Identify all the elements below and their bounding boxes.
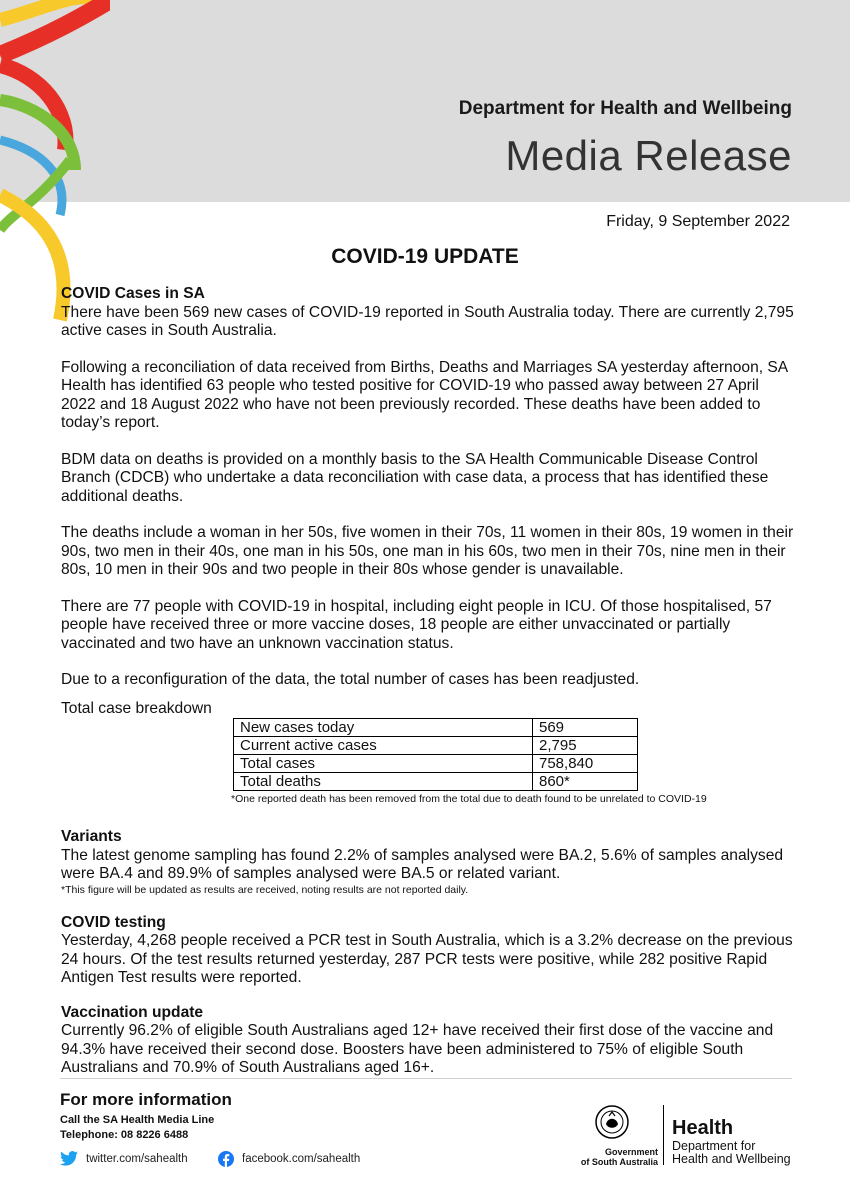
telephone-text: Telephone: 08 8226 6488 bbox=[60, 1129, 189, 1141]
media-release-title: Media Release bbox=[505, 132, 792, 179]
vaccination-text: Currently 96.2% of eligible South Australians aged 12+ have received their first dose of the vaccine and 94.3% have received their second dose. Boosters have been administered to 75% of eligible South Australians and 70.9% of South Australians aged 16+. bbox=[61, 1022, 774, 1076]
paragraph: BDM data on deaths is provided on a monthly basis to the SA Health Communicable Disease Control Branch (CDCB) who undertake a data reconciliation with case data, a process that has identified these additional deaths. bbox=[61, 450, 769, 505]
twitter-icon bbox=[60, 1151, 78, 1166]
gov-line2: of South Australia bbox=[580, 1157, 658, 1167]
footer-logo-divider bbox=[663, 1105, 664, 1165]
gov-line1: Government bbox=[604, 1147, 658, 1157]
facebook-icon bbox=[218, 1151, 234, 1167]
facebook-link[interactable] bbox=[218, 1151, 360, 1167]
table-cell-value: 860* bbox=[533, 773, 638, 791]
media-line-text: Call the SA Health Media Line bbox=[60, 1114, 215, 1126]
facebook-handle: facebook.com/sahealth bbox=[242, 1153, 361, 1165]
health-logo-subtitle bbox=[672, 1140, 791, 1166]
table-row bbox=[234, 773, 638, 791]
twitter-handle: twitter.com/sahealth bbox=[86, 1152, 188, 1165]
testing-heading: COVID testing bbox=[61, 913, 166, 931]
paragraph: Due to a reconfiguration of the data, the total number of cases has been readjusted. bbox=[61, 671, 640, 688]
paragraph: There are 77 people with COVID-19 in hospital, including eight people in ICU. Of those hospitalised, 57 people have received three or more vaccine doses, 18 people are either unvaccinated or partially vaccinated and two have an unknown vaccination status. bbox=[61, 597, 772, 652]
dna-ribbon-graphic bbox=[0, 0, 110, 330]
case-breakdown-table bbox=[233, 718, 638, 791]
release-date: Friday, 9 September 2022 bbox=[606, 213, 790, 230]
sa-government-crest-icon bbox=[594, 1102, 630, 1142]
variants-footnote: *This figure will be updated as results are received, noting results are not reported daily. bbox=[61, 883, 469, 896]
page-title: COVID-19 UPDATE bbox=[331, 245, 519, 268]
breakdown-label: Total case breakdown bbox=[61, 699, 212, 717]
footer-divider bbox=[60, 1078, 792, 1079]
cases-heading: COVID Cases in SA bbox=[61, 285, 205, 302]
table-row bbox=[234, 737, 638, 755]
table-cell-value: 758,840 bbox=[533, 755, 638, 773]
more-info-heading: For more information bbox=[60, 1090, 232, 1109]
testing-text: Yesterday, 4,268 people received a PCR test in South Australia, which is a 3.2% decrease on the previous 24 hours. Of the test results returned yesterday, 287 PCR tests were positive, while 282 positive Rapid Antigen Test results were reported. bbox=[61, 932, 793, 986]
release-body bbox=[61, 285, 796, 1078]
table-cell-value: 2,795 bbox=[533, 737, 638, 755]
table-row bbox=[234, 719, 638, 737]
health-sub-line2: Health and Wellbeing bbox=[672, 1152, 791, 1166]
table-cell-value: 569 bbox=[533, 719, 638, 737]
vaccination-heading: Vaccination update bbox=[61, 1003, 204, 1021]
table-footnote: *One reported death has been removed from the total due to death found to be unrelated to COVID-19 bbox=[231, 793, 707, 805]
health-sub-line1: Department for bbox=[672, 1139, 756, 1153]
government-label bbox=[572, 1147, 658, 1167]
table-cell-label: Total cases bbox=[234, 755, 533, 773]
contact-info bbox=[60, 1113, 214, 1143]
paragraph: Following a reconciliation of data received from Births, Deaths and Marriages SA yesterday afternoon, SA Health has identified 63 people who tested positive for COVID-19 who passed away between 27 April 2022 and 18 August 2022 who have not been previously recorded. These deaths have been added to today’s report. bbox=[61, 358, 788, 431]
table-cell-label: Current active cases bbox=[234, 737, 533, 755]
paragraph: There have been 569 new cases of COVID-19 reported in South Australia today. There are currently 2,795 active cases in South Australia. bbox=[61, 303, 794, 339]
twitter-link[interactable] bbox=[60, 1151, 188, 1166]
health-logo-title: Health bbox=[672, 1117, 734, 1139]
table-cell-label: New cases today bbox=[234, 719, 533, 737]
table-cell-label: Total deaths bbox=[234, 773, 533, 791]
variants-heading: Variants bbox=[61, 828, 122, 845]
table-row bbox=[234, 755, 638, 773]
paragraph: The deaths include a woman in her 50s, five women in their 70s, 11 women in their 80s, 19 women in their 90s, two men in their 40s, one man in his 50s, one man in his 60s, two men in their 70s, nine men in their 80s, 10 men in their 90s and two people in their 80s whose gender is unavailable. bbox=[61, 524, 794, 578]
variants-text: The latest genome sampling has found 2.2% of samples analysed were BA.2, 5.6% of samples analysed were BA.4 and 89.9% of samples analysed were BA.5 or related variant. bbox=[61, 846, 784, 882]
department-name: Department for Health and Wellbeing bbox=[458, 98, 792, 119]
